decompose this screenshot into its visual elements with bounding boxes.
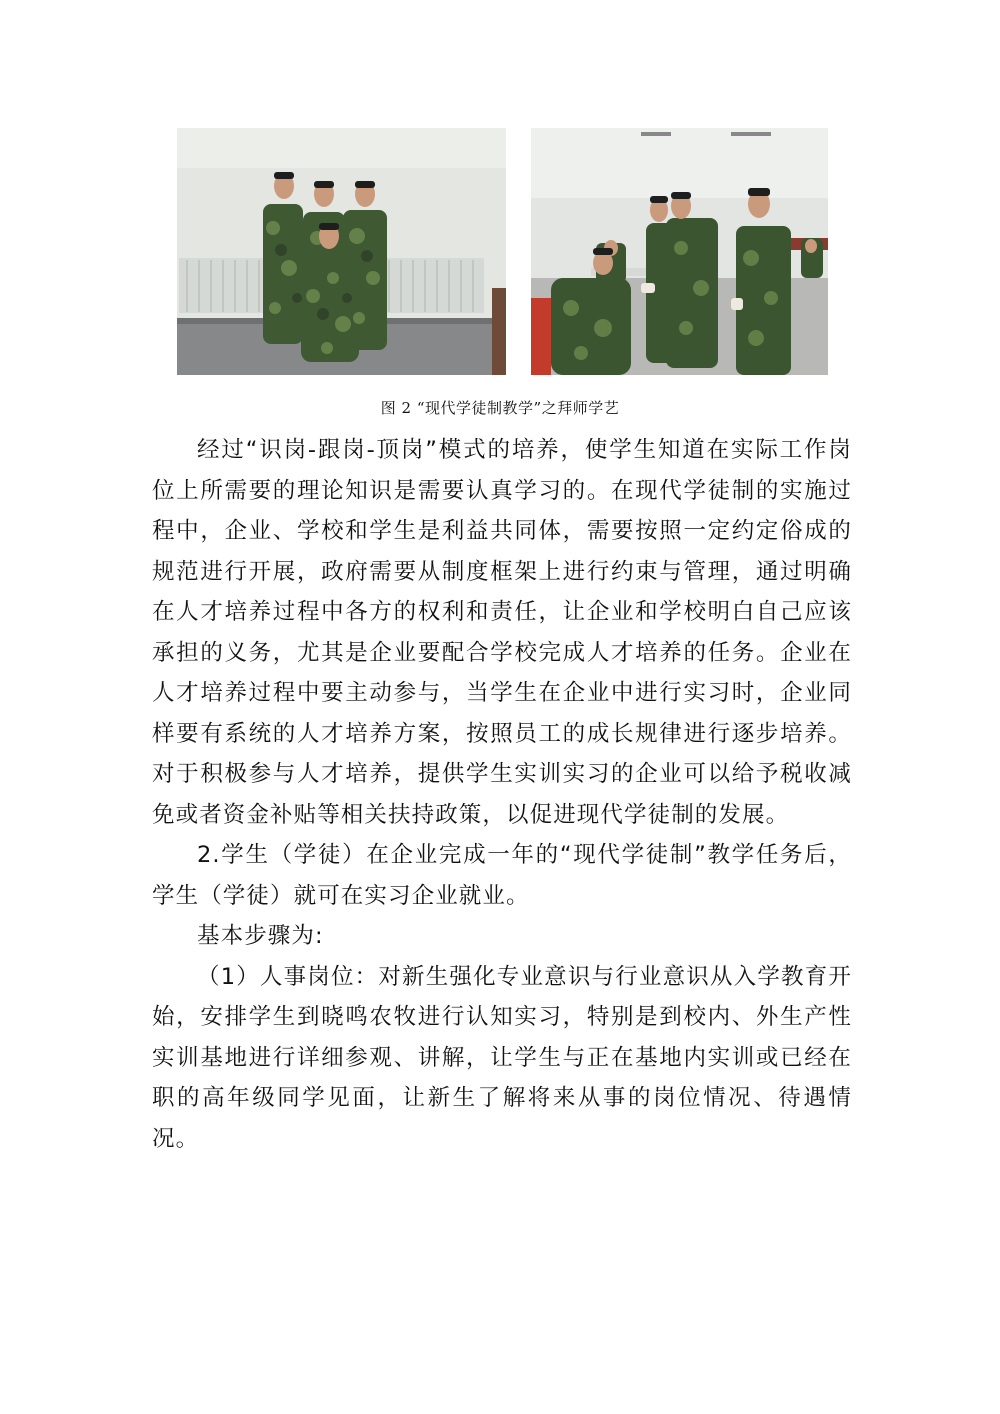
paragraph-personnel-post: （1）人事岗位：对新生强化专业意识与行业意识从入学教育开始，安排学生到晓鸣农牧进行认知实习，特别是到校内、外生产性实训基地进行详细参观、讲解，让学生与正在基地内实训或已经在职的高年级同学见面，让新生了解将来从事的岗位情况、待遇情况。 [152, 963, 852, 1152]
group-photo-icon [177, 128, 506, 375]
paragraph-basic-steps: 基本步骤为: [197, 923, 324, 949]
classroom-photo-image [531, 128, 828, 375]
paragraph-training-mode: 经过“识岗-跟岗-顶岗”模式的培养，使学生知道在实际工作岗位上所需要的理论知识是需要认真学习的。在现代学徒制的实施过程中，企业、学校和学生是利益共同体，需要按照一定约定俗成的规范进行开展，政府需要从制度框架上进行约束与管理，通过明确在人才培养过程中各方的权利和责任，让企业和学校明白自己应该承担的义务，尤其是企业要配合学校完成人才培养的任务。企业在人才培养过程中要主动参与，当学生在企业中进行实习时，企业同样要有系统的人才培养方案，按照员工的成长规律进行逐步培养。对于积极参与人才培养，提供学生实训实习的企业可以给予税收减免或者资金补贴等相关扶持政策，以促进现代学徒制的发展。 [152, 437, 852, 828]
group-photo-image [177, 128, 506, 375]
paragraph-employment: 2.学生（学徒）在企业完成一年的“现代学徒制”教学任务后，学生（学徒）就可在实习企业就业。 [152, 842, 852, 909]
classroom-photo-icon [531, 128, 828, 375]
body-text [152, 430, 852, 1159]
figure-caption: 图 2 “现代学徒制教学”之拜师学艺 [380, 399, 620, 417]
